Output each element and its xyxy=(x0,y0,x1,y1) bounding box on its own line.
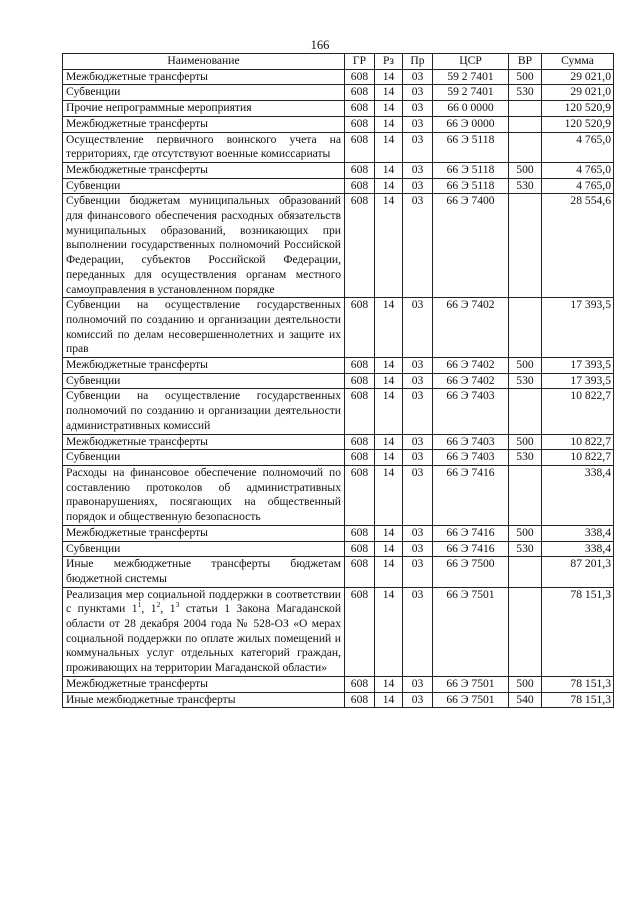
cell-rz: 14 xyxy=(375,587,403,676)
cell-csr: 66 Э 7402 xyxy=(433,298,509,358)
cell-vr: 500 xyxy=(509,525,542,541)
table-row xyxy=(63,101,614,117)
cell-sum: 28 554,6 xyxy=(542,194,614,298)
table-header-row xyxy=(63,54,614,70)
cell-sum: 4 765,0 xyxy=(542,162,614,178)
cell-pr: 03 xyxy=(403,162,433,178)
cell-pr: 03 xyxy=(403,389,433,434)
header-csr: ЦСР xyxy=(433,54,509,70)
table-row xyxy=(63,587,614,676)
cell-name: Межбюджетные трансферты xyxy=(63,525,345,541)
text-fragment: , 1 xyxy=(160,602,176,616)
table-row xyxy=(63,162,614,178)
cell-vr xyxy=(509,116,542,132)
cell-csr: 66 Э 7416 xyxy=(433,465,509,525)
cell-rz: 14 xyxy=(375,194,403,298)
cell-pr: 03 xyxy=(403,194,433,298)
page-number: 166 xyxy=(310,38,330,52)
cell-gr: 608 xyxy=(345,692,375,708)
cell-csr: 66 Э 7403 xyxy=(433,389,509,434)
cell-gr: 608 xyxy=(345,525,375,541)
header-sum: Сумма xyxy=(542,54,614,70)
cell-csr: 66 Э 0000 xyxy=(433,116,509,132)
cell-pr: 03 xyxy=(403,101,433,117)
cell-sum: 10 822,7 xyxy=(542,389,614,434)
cell-csr: 66 Э 7501 xyxy=(433,692,509,708)
cell-csr: 66 Э 7416 xyxy=(433,541,509,557)
cell-sum: 10 822,7 xyxy=(542,450,614,466)
cell-csr: 66 Э 7416 xyxy=(433,525,509,541)
cell-pr: 03 xyxy=(403,434,433,450)
cell-sum: 29 021,0 xyxy=(542,69,614,85)
table-row xyxy=(63,132,614,162)
cell-sum: 120 520,9 xyxy=(542,116,614,132)
cell-sum: 29 021,0 xyxy=(542,85,614,101)
cell-rz: 14 xyxy=(375,465,403,525)
cell-name: Иные межбюджетные трансферты xyxy=(63,692,345,708)
cell-sum: 120 520,9 xyxy=(542,101,614,117)
header-vr: ВР xyxy=(509,54,542,70)
cell-rz: 14 xyxy=(375,676,403,692)
cell-name: Субвенции на осуществление государственных полномочий по созданию и организации деятельности комиссий по делам несовершеннолетних и защите их прав xyxy=(63,298,345,358)
cell-pr: 03 xyxy=(403,298,433,358)
cell-sum: 338,4 xyxy=(542,541,614,557)
cell-name: Субвенции xyxy=(63,85,345,101)
cell-gr: 608 xyxy=(345,450,375,466)
cell-pr: 03 xyxy=(403,692,433,708)
cell-name: Межбюджетные трансферты xyxy=(63,434,345,450)
cell-gr: 608 xyxy=(345,465,375,525)
cell-pr: 03 xyxy=(403,69,433,85)
cell-pr: 03 xyxy=(403,450,433,466)
cell-vr: 530 xyxy=(509,541,542,557)
table-row xyxy=(63,178,614,194)
cell-pr: 03 xyxy=(403,676,433,692)
cell-gr: 608 xyxy=(345,69,375,85)
cell-vr xyxy=(509,298,542,358)
table-row xyxy=(63,525,614,541)
cell-csr: 66 Э 7500 xyxy=(433,557,509,587)
cell-pr: 03 xyxy=(403,358,433,374)
cell-name: Межбюджетные трансферты xyxy=(63,676,345,692)
cell-name: Расходы на финансовое обеспечение полномочий по составлению протоколов об административных правонарушениях, посягающих на общественный порядок и общественную безопасность xyxy=(63,465,345,525)
cell-pr: 03 xyxy=(403,557,433,587)
cell-rz: 14 xyxy=(375,389,403,434)
cell-rz: 14 xyxy=(375,85,403,101)
cell-csr: 66 Э 7402 xyxy=(433,373,509,389)
cell-name: Субвенции xyxy=(63,450,345,466)
cell-pr: 03 xyxy=(403,525,433,541)
table-row xyxy=(63,676,614,692)
superscript: 1 xyxy=(137,600,142,610)
header-name: Наименование xyxy=(63,54,345,70)
cell-csr: 66 0 0000 xyxy=(433,101,509,117)
cell-sum: 17 393,5 xyxy=(542,358,614,374)
cell-gr: 608 xyxy=(345,101,375,117)
table-row xyxy=(63,541,614,557)
cell-vr xyxy=(509,465,542,525)
cell-csr: 66 Э 5118 xyxy=(433,162,509,178)
superscript: 2 xyxy=(156,600,161,610)
cell-name: Субвенции бюджетам муниципальных образований для финансового обеспечения расходных обязательств муниципальных образований, возникающих при выполнении государственных полномочий Российской Федерации, субъектов Российской Федерации, переданных для осуществления органам местного самоуправления в установленном порядке xyxy=(63,194,345,298)
cell-pr: 03 xyxy=(403,116,433,132)
cell-gr: 608 xyxy=(345,162,375,178)
cell-csr: 66 Э 5118 xyxy=(433,178,509,194)
table-row xyxy=(63,692,614,708)
cell-pr: 03 xyxy=(403,132,433,162)
cell-gr: 608 xyxy=(345,178,375,194)
cell-sum: 338,4 xyxy=(542,465,614,525)
cell-vr: 500 xyxy=(509,358,542,374)
cell-gr: 608 xyxy=(345,676,375,692)
cell-vr: 500 xyxy=(509,676,542,692)
table-body xyxy=(63,69,614,708)
cell-pr: 03 xyxy=(403,587,433,676)
cell-rz: 14 xyxy=(375,434,403,450)
cell-rz: 14 xyxy=(375,358,403,374)
cell-rz: 14 xyxy=(375,373,403,389)
budget-table xyxy=(62,53,614,708)
cell-gr: 608 xyxy=(345,389,375,434)
cell-vr: 530 xyxy=(509,178,542,194)
text-fragment: , 1 xyxy=(141,602,157,616)
cell-sum: 17 393,5 xyxy=(542,298,614,358)
cell-gr: 608 xyxy=(345,116,375,132)
cell-pr: 03 xyxy=(403,373,433,389)
cell-sum: 78 151,3 xyxy=(542,587,614,676)
cell-vr xyxy=(509,587,542,676)
cell-sum: 10 822,7 xyxy=(542,434,614,450)
cell-gr: 608 xyxy=(345,587,375,676)
table-row xyxy=(63,389,614,434)
text-fragment: статьи 1 Закона Магаданской области от 28 декабря 2004 года № 528-ОЗ «О мерах социальной поддержки по оплате жилых помещений и коммунальных услуг отдельных категорий граждан, проживающих на территории Магаданской области» xyxy=(66,602,342,675)
cell-name: Субвенции xyxy=(63,541,345,557)
cell-rz: 14 xyxy=(375,69,403,85)
cell-gr: 608 xyxy=(345,85,375,101)
cell-rz: 14 xyxy=(375,116,403,132)
cell-sum: 78 151,3 xyxy=(542,676,614,692)
cell-csr: 66 Э 7403 xyxy=(433,434,509,450)
header-pr: Пр xyxy=(403,54,433,70)
table-row xyxy=(63,298,614,358)
table-row xyxy=(63,69,614,85)
cell-rz: 14 xyxy=(375,557,403,587)
table-row xyxy=(63,116,614,132)
cell-rz: 14 xyxy=(375,692,403,708)
cell-csr: 66 Э 7501 xyxy=(433,587,509,676)
table-row xyxy=(63,434,614,450)
cell-csr: 66 Э 7402 xyxy=(433,358,509,374)
cell-sum: 87 201,3 xyxy=(542,557,614,587)
cell-csr: 66 Э 7400 xyxy=(433,194,509,298)
cell-rz: 14 xyxy=(375,132,403,162)
table-row xyxy=(63,373,614,389)
cell-name: Межбюджетные трансферты xyxy=(63,162,345,178)
cell-name: Межбюджетные трансферты xyxy=(63,116,345,132)
cell-pr: 03 xyxy=(403,178,433,194)
table-row xyxy=(63,465,614,525)
cell-pr: 03 xyxy=(403,541,433,557)
table-row xyxy=(63,358,614,374)
cell-csr: 59 2 7401 xyxy=(433,69,509,85)
cell-sum: 4 765,0 xyxy=(542,178,614,194)
superscript: 3 xyxy=(175,600,180,610)
table-row xyxy=(63,85,614,101)
cell-vr: 500 xyxy=(509,162,542,178)
cell-vr: 530 xyxy=(509,85,542,101)
cell-name: Прочие непрограммные мероприятия xyxy=(63,101,345,117)
cell-sum: 78 151,3 xyxy=(542,692,614,708)
cell-name xyxy=(63,587,345,676)
header-gr: ГР xyxy=(345,54,375,70)
cell-rz: 14 xyxy=(375,525,403,541)
cell-name: Иные межбюджетные трансферты бюджетам бюджетной системы xyxy=(63,557,345,587)
cell-csr: 66 Э 7501 xyxy=(433,676,509,692)
cell-gr: 608 xyxy=(345,194,375,298)
cell-vr xyxy=(509,101,542,117)
cell-sum: 4 765,0 xyxy=(542,132,614,162)
cell-gr: 608 xyxy=(345,557,375,587)
cell-name: Субвенции на осуществление государственных полномочий по созданию и организации деятельности административных комиссий xyxy=(63,389,345,434)
cell-name: Субвенции xyxy=(63,178,345,194)
cell-csr: 66 Э 5118 xyxy=(433,132,509,162)
cell-gr: 608 xyxy=(345,541,375,557)
cell-vr: 500 xyxy=(509,434,542,450)
cell-rz: 14 xyxy=(375,541,403,557)
cell-vr xyxy=(509,389,542,434)
cell-sum: 17 393,5 xyxy=(542,373,614,389)
cell-gr: 608 xyxy=(345,434,375,450)
table-row xyxy=(63,450,614,466)
cell-rz: 14 xyxy=(375,178,403,194)
table-row xyxy=(63,557,614,587)
cell-name: Межбюджетные трансферты xyxy=(63,358,345,374)
cell-gr: 608 xyxy=(345,298,375,358)
cell-vr xyxy=(509,194,542,298)
cell-vr: 500 xyxy=(509,69,542,85)
cell-name: Осуществление первичного воинского учета на территориях, где отсутствуют военные комиссариаты xyxy=(63,132,345,162)
cell-gr: 608 xyxy=(345,373,375,389)
text-fragment: Реализация мер социальной поддержки в соответствии с пунктами 1 xyxy=(66,587,341,616)
cell-pr: 03 xyxy=(403,85,433,101)
cell-vr xyxy=(509,132,542,162)
cell-pr: 03 xyxy=(403,465,433,525)
cell-vr: 530 xyxy=(509,373,542,389)
cell-gr: 608 xyxy=(345,358,375,374)
cell-name: Межбюджетные трансферты xyxy=(63,69,345,85)
cell-csr: 66 Э 7403 xyxy=(433,450,509,466)
cell-csr: 59 2 7401 xyxy=(433,85,509,101)
header-rz: Рз xyxy=(375,54,403,70)
cell-rz: 14 xyxy=(375,298,403,358)
cell-rz: 14 xyxy=(375,162,403,178)
table-row xyxy=(63,194,614,298)
cell-vr: 530 xyxy=(509,450,542,466)
cell-name: Субвенции xyxy=(63,373,345,389)
cell-rz: 14 xyxy=(375,101,403,117)
cell-vr xyxy=(509,557,542,587)
cell-gr: 608 xyxy=(345,132,375,162)
cell-vr: 540 xyxy=(509,692,542,708)
cell-sum: 338,4 xyxy=(542,525,614,541)
cell-rz: 14 xyxy=(375,450,403,466)
